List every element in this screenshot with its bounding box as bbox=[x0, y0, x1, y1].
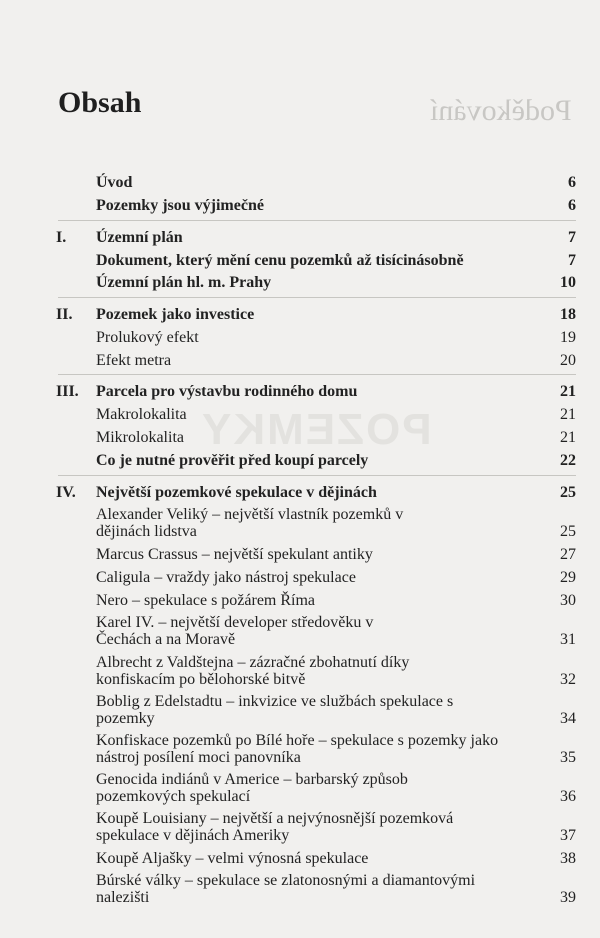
toc-entry-page: 21 bbox=[560, 383, 576, 400]
toc-entry-title: Koupě Aljašky – velmi výnosná spekulace bbox=[96, 850, 369, 867]
toc-entry-title: Koupě Louisiany – největší a nejvýnosnější pozemková spekulace v dějinách Ameriky bbox=[96, 810, 454, 844]
toc-entry-page: 35 bbox=[560, 749, 576, 766]
toc-entry-title: Územní plán bbox=[96, 229, 183, 246]
toc-entry-page: 7 bbox=[568, 252, 576, 269]
toc-entry-page: 6 bbox=[568, 174, 576, 191]
toc-entry-page: 25 bbox=[560, 523, 576, 540]
toc-entry-title: Prolukový efekt bbox=[96, 329, 199, 346]
toc-entry-page: 31 bbox=[560, 631, 576, 648]
toc-entry-title: Alexander Veliký – největší vlastník pozemků v dějinách lidstva bbox=[96, 506, 404, 540]
toc-entry[interactable] bbox=[96, 592, 576, 609]
toc-entry-page: 7 bbox=[568, 229, 576, 246]
toc-entry[interactable] bbox=[96, 614, 576, 648]
toc-entry[interactable] bbox=[96, 274, 576, 291]
chapter-number: II. bbox=[56, 306, 73, 323]
section-divider bbox=[58, 297, 576, 298]
toc-entry[interactable] bbox=[96, 732, 576, 766]
toc-entry[interactable] bbox=[96, 352, 576, 369]
toc-entry[interactable] bbox=[96, 872, 576, 906]
toc-entry-title: Efekt metra bbox=[96, 352, 172, 369]
toc-entry[interactable] bbox=[96, 174, 576, 191]
toc-entry-title: Parcela pro výstavbu rodinného domu bbox=[96, 383, 358, 400]
toc-entry[interactable] bbox=[96, 383, 576, 400]
toc-entry-title: Búrské války – spekulace se zlatonosnými a diamantovými nalezišti bbox=[96, 872, 476, 906]
toc-entry-title: Co je nutné prověřit před koupí parcely bbox=[96, 452, 369, 469]
toc-entry[interactable] bbox=[96, 569, 576, 586]
toc-entry-title: Boblig z Edelstadtu – inkvizice ve službách spekulace s pozemky bbox=[96, 693, 454, 727]
page-title: Obsah bbox=[58, 86, 142, 119]
toc-entry-page: 10 bbox=[560, 274, 576, 291]
toc-entry[interactable] bbox=[96, 452, 576, 469]
chapter-number: IV. bbox=[56, 484, 76, 501]
toc-entry-title: Makrolokalita bbox=[96, 406, 187, 423]
toc-entry-page: 37 bbox=[560, 827, 576, 844]
toc-entry-page: 38 bbox=[560, 850, 576, 867]
toc-entry[interactable] bbox=[96, 229, 576, 246]
toc-entry-title: Úvod bbox=[96, 174, 133, 191]
toc-entry-title: Marcus Crassus – největší spekulant antiky bbox=[96, 546, 373, 563]
toc-entry[interactable] bbox=[96, 771, 576, 805]
toc-entry[interactable] bbox=[96, 406, 576, 423]
toc-entry[interactable] bbox=[96, 197, 576, 214]
toc-entry[interactable] bbox=[96, 693, 576, 727]
toc-entry-title: Konfiskace pozemků po Bílé hoře – spekulace s pozemky jako nástroj posílení moci panovníka bbox=[96, 732, 499, 766]
toc-entry-title: Genocida indiánů v Americe – barbarský způsob pozemkových spekulací bbox=[96, 771, 408, 805]
toc-entry-page: 39 bbox=[560, 889, 576, 906]
toc-entry-page: 19 bbox=[560, 329, 576, 346]
toc-entry-title: Pozemky jsou výjimečné bbox=[96, 197, 264, 214]
toc-entry[interactable] bbox=[96, 810, 576, 844]
section-divider bbox=[58, 374, 576, 375]
toc-entry-title: Albrecht z Valdštejna – zázračné zbohatnutí díky konfiskacím po bělohorské bitvě bbox=[96, 654, 410, 688]
toc-entry-page: 20 bbox=[560, 352, 576, 369]
toc-entry[interactable] bbox=[96, 546, 576, 563]
toc-entry[interactable] bbox=[96, 252, 576, 269]
toc-entry-page: 29 bbox=[560, 569, 576, 586]
toc-entry-page: 34 bbox=[560, 710, 576, 727]
toc-entry-page: 21 bbox=[560, 406, 576, 423]
toc-entry-title: Největší pozemkové spekulace v dějinách bbox=[96, 484, 377, 501]
toc-entry-title: Karel IV. – největší developer středověku v Čechách a na Moravě bbox=[96, 614, 374, 648]
toc-entry-title: Dokument, který mění cenu pozemků až tisícinásobně bbox=[96, 252, 464, 269]
section-divider bbox=[58, 475, 576, 476]
toc-entry-title: Nero – spekulace s požárem Říma bbox=[96, 592, 316, 609]
toc-entry-page: 27 bbox=[560, 546, 576, 563]
chapter-number: III. bbox=[56, 383, 79, 400]
toc-entry-title: Caligula – vraždy jako nástroj spekulace bbox=[96, 569, 356, 586]
toc-entry[interactable] bbox=[96, 850, 576, 867]
toc-entry[interactable] bbox=[96, 506, 576, 540]
toc-entry[interactable] bbox=[96, 306, 576, 323]
toc-entry-page: 32 bbox=[560, 671, 576, 688]
toc-entry-page: 21 bbox=[560, 429, 576, 446]
toc-entry-page: 6 bbox=[568, 197, 576, 214]
toc-entry-page: 22 bbox=[560, 452, 576, 469]
toc-entry-title: Pozemek jako investice bbox=[96, 306, 255, 323]
toc-entry-page: 36 bbox=[560, 788, 576, 805]
toc-entry[interactable] bbox=[96, 429, 576, 446]
toc-entry[interactable] bbox=[96, 484, 576, 501]
toc-entry-page: 25 bbox=[560, 484, 576, 501]
toc-entry-title: Územní plán hl. m. Prahy bbox=[96, 274, 272, 291]
toc-entry[interactable] bbox=[96, 329, 576, 346]
toc-entry-page: 18 bbox=[560, 306, 576, 323]
bleed-through-title: POZEMKY bbox=[200, 405, 432, 454]
toc-entry[interactable] bbox=[96, 654, 576, 688]
section-divider bbox=[58, 220, 576, 221]
toc-entry-title: Mikrolokalita bbox=[96, 429, 184, 446]
toc-entry-page: 30 bbox=[560, 592, 576, 609]
chapter-number: I. bbox=[56, 229, 67, 246]
bleed-through-heading: Poděkování bbox=[430, 94, 572, 127]
